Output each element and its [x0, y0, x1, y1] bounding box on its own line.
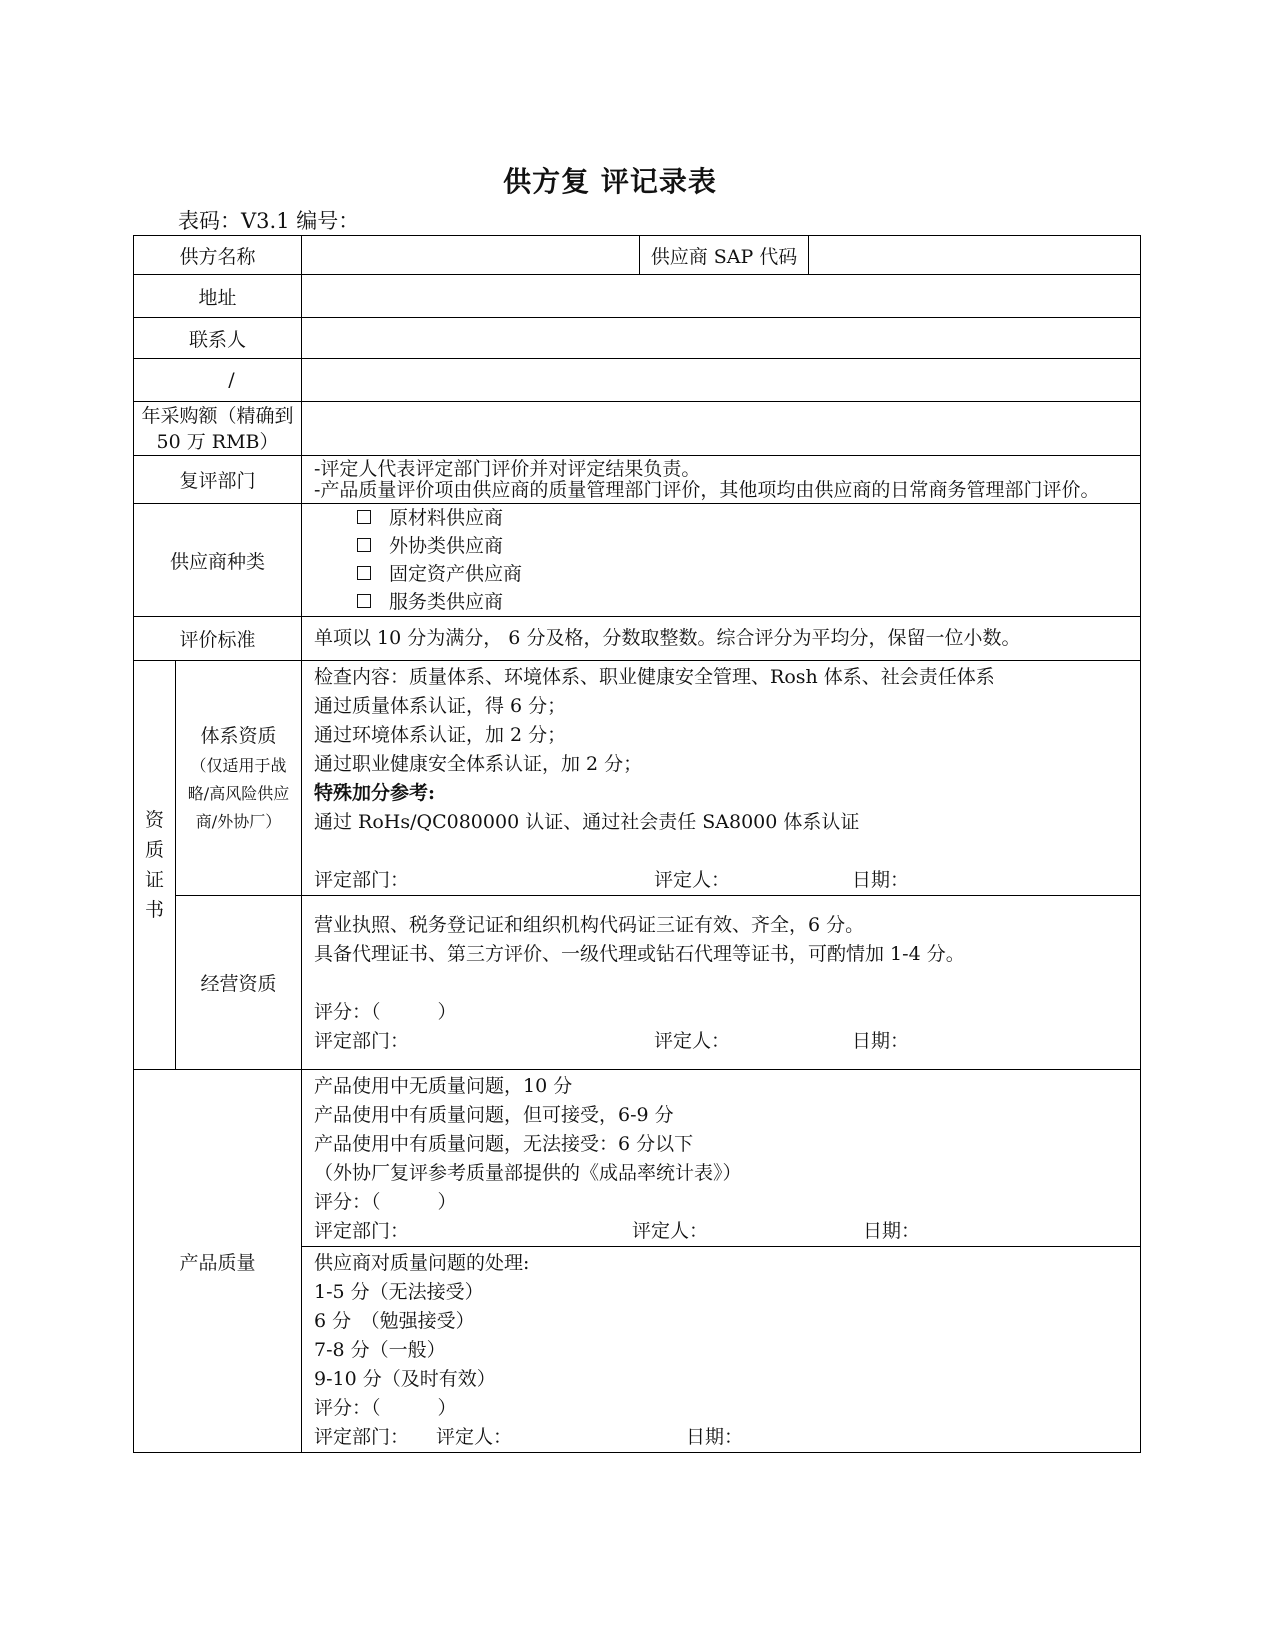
- sap-code-field[interactable]: [809, 236, 1141, 275]
- bonus-title: 特殊加分参考:: [314, 782, 436, 804]
- criteria-label: 评价标准: [134, 617, 302, 661]
- row-supplier-type: [134, 504, 1141, 617]
- option-outsourcing[interactable]: 外协类供应商: [302, 532, 1140, 560]
- row-slash: [134, 359, 1141, 402]
- qualification-group-label: 资质证书: [134, 661, 176, 1070]
- row-quality-part1: [134, 1070, 1141, 1247]
- address-label: 地址: [134, 275, 302, 318]
- review-dept-note: -产品质量评价项由供应商的质量管理部门评价，其他项均由供应商的日常商务管理部门评价。: [314, 478, 1100, 501]
- quality-label: 产品质量: [134, 1070, 302, 1453]
- system-qualification-label: 体系资质 （仅适用于战略/高风险供应商/外协厂）: [176, 661, 302, 896]
- business-qualification-content: 营业执照、税务登记证和组织机构代码证三证有效、齐全，6 分。 具备代理证书、第三方评价、一级代理或钻石代理等证书，可酌情加 1-4 分。 评分：（ ） 评定部门： 评定人： 日期：: [302, 896, 1141, 1070]
- row-system-qualification: [134, 661, 1141, 896]
- score-line: 评分：（ ）: [314, 1000, 457, 1023]
- row-purchase: [134, 402, 1141, 456]
- quality-part2-content: 供应商对质量问题的处理: 1-5 分（无法接受） 6 分 （勉强接受） 7-8 分（一般） 9-10 分（及时有效） 评分：（ ） 评定部门： 评定人： 日期：: [302, 1247, 1141, 1453]
- address-field[interactable]: [302, 275, 1141, 318]
- checkbox-icon[interactable]: [357, 510, 371, 524]
- checkbox-icon[interactable]: [357, 566, 371, 580]
- quality-part1-content: 产品使用中无质量问题，10 分 产品使用中有质量问题，但可接受，6-9 分 产品使用中有质量问题，无法接受：6 分以下 （外协厂复评参考质量部提供的《成品率统计表》） 评分：（ ） 评定部门： 评定人： 日期：: [302, 1070, 1141, 1247]
- sign-line: 评定部门： 评定人： 日期：: [314, 869, 910, 891]
- checkbox-icon[interactable]: [357, 538, 371, 552]
- score-line: 评分：（ ）: [314, 1191, 457, 1213]
- option-raw-material[interactable]: 原材料供应商: [302, 504, 1140, 532]
- purchase-label: 年采购额（精确到 50 万 RMB）: [134, 402, 302, 456]
- review-table: [133, 235, 1141, 1453]
- review-dept-label: 复评部门: [134, 456, 302, 504]
- review-dept-note: -评定人代表评定部门评价并对评定结果负责。: [314, 457, 701, 480]
- supplier-name-field[interactable]: [302, 236, 640, 275]
- page-title: 供方复 评记录表: [503, 165, 717, 198]
- row-business-qualification: [134, 896, 1141, 1070]
- score-line: 评分：（ ）: [314, 1397, 457, 1419]
- review-dept-notes: [302, 456, 1141, 504]
- option-fixed-assets[interactable]: 固定资产供应商: [302, 560, 1140, 588]
- supplier-type-options: [302, 504, 1141, 617]
- slash-field[interactable]: [302, 359, 1141, 402]
- option-services[interactable]: 服务类供应商: [302, 588, 1140, 616]
- system-qualification-content: 检查内容：质量体系、环境体系、职业健康安全管理、Rosh 体系、社会责任体系 通过质量体系认证，得 6 分； 通过环境体系认证，加 2 分； 通过职业健康安全体系认证，加 2 分； 特殊加分参考: 通过 RoHs/QC080000 认证、通过社会责任 SA8000 体系认证 评定部门： 评定人： 日期：: [302, 661, 1141, 896]
- supplier-name-label: 供方名称: [134, 236, 302, 275]
- row-review-dept: [134, 456, 1141, 504]
- sign-line: 评定部门： 评定人： 日期：: [314, 1029, 910, 1052]
- criteria-text: 单项以 10 分为满分， 6 分及格，分数取整数。综合评分为平均分，保留一位小数。: [302, 617, 1141, 661]
- business-qualification-label: 经营资质: [176, 896, 302, 1070]
- supplier-type-label: 供应商种类: [134, 504, 302, 617]
- checkbox-icon[interactable]: [357, 594, 371, 608]
- purchase-field[interactable]: [302, 402, 1141, 456]
- row-contact: [134, 318, 1141, 359]
- sign-line: 评定部门： 评定人： 日期：: [314, 1220, 921, 1242]
- row-supplier-name: [134, 236, 1141, 275]
- contact-field[interactable]: [302, 318, 1141, 359]
- slash-label: /: [134, 359, 302, 402]
- contact-label: 联系人: [134, 318, 302, 359]
- form-code: 表码：V3.1 编号：: [178, 209, 360, 233]
- row-criteria: [134, 617, 1141, 661]
- system-qualification-note: （仅适用于战略/高风险供应商/外协厂）: [187, 755, 290, 831]
- sap-code-label: 供应商 SAP 代码: [640, 236, 809, 275]
- sign-line: 评定部门： 评定人： 日期：: [314, 1426, 744, 1448]
- row-address: [134, 275, 1141, 318]
